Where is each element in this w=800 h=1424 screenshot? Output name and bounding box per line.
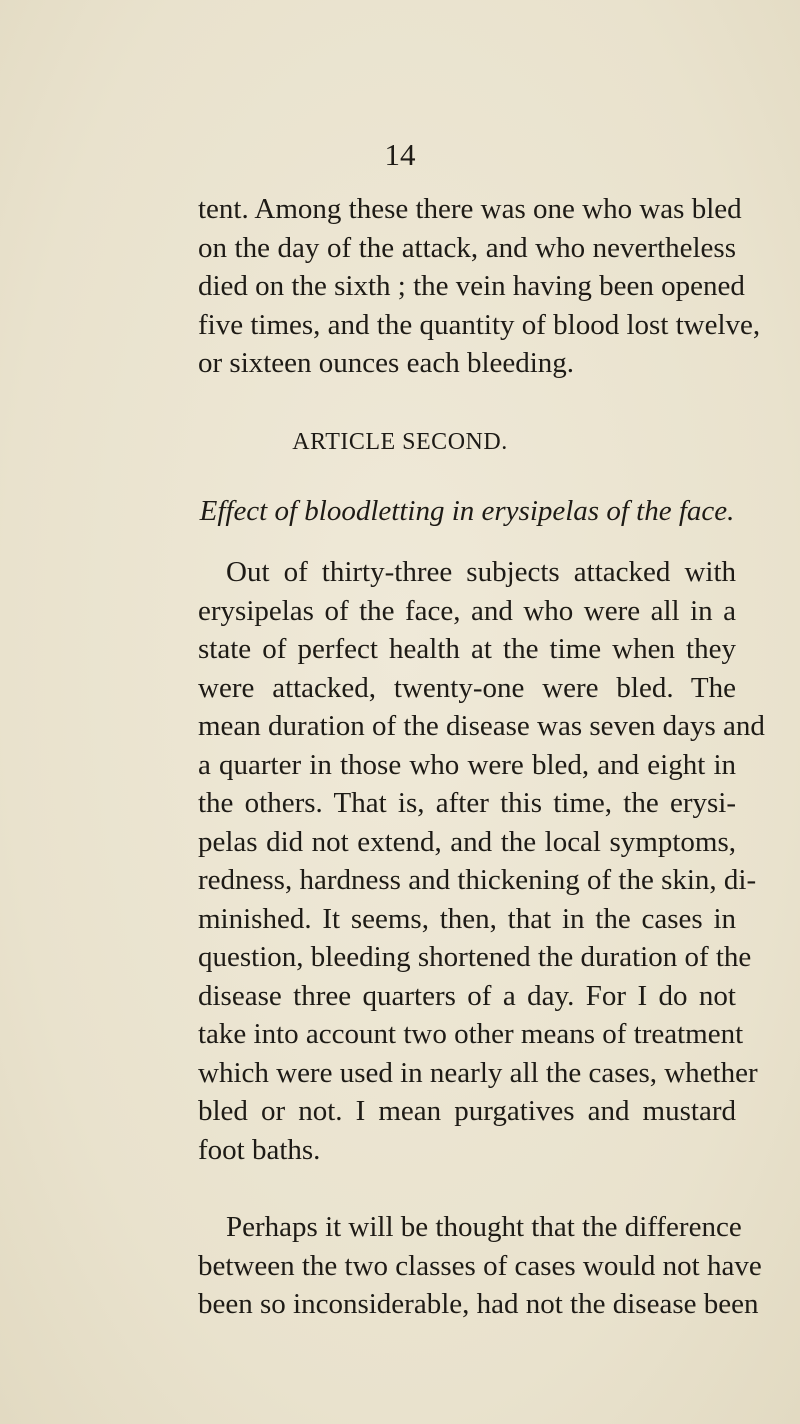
text-line: state of perfect health at the time when they <box>198 633 736 665</box>
text-line: or sixteen ounces each bleeding. <box>198 347 575 379</box>
text-line: the others. That is, after this time, the erysi- <box>198 787 736 819</box>
text-line: a quarter in those who were bled, and eight in <box>198 748 736 781</box>
text-line: foot baths. <box>198 1133 321 1166</box>
text-line: minished. It seems, then, that in the cases in <box>198 902 736 935</box>
text-line: erysipelas of the face, and who were all in a <box>198 594 736 627</box>
text-line: died on the sixth ; the vein having been opened <box>198 270 745 302</box>
continuation-paragraph <box>198 190 761 383</box>
text-line: bled or not. I mean purgatives and mustard <box>198 1095 736 1127</box>
text-line: tent. Among these there was one who was bled <box>198 193 742 225</box>
body-paragraph <box>198 1208 762 1324</box>
text-line: question, bleeding shortened the duration of the <box>198 941 752 973</box>
text-line: were attacked, twenty-one were bled. The <box>198 671 736 704</box>
text-line: Perhaps it will be thought that the difference <box>226 1211 742 1243</box>
text-line: redness, hardness and thickening of the skin, di- <box>198 864 757 896</box>
page-number: 14 <box>384 137 416 172</box>
text-line: five times, and the quantity of blood lost twelve, <box>198 308 761 341</box>
section-title: Effect of bloodletting in erysipelas of the face. <box>199 495 735 527</box>
text-line: on the day of the attack, and who nevertheless <box>198 231 736 264</box>
text-line: disease three quarters of a day. For I do not <box>198 979 736 1012</box>
article-heading: ARTICLE SECOND. <box>292 429 508 455</box>
text-line: been so inconsiderable, had not the disease been <box>198 1288 759 1320</box>
text-line: Out of thirty-three subjects attacked with <box>226 556 736 588</box>
text-line: pelas did not extend, and the local symptoms, <box>198 825 736 858</box>
text-line: between the two classes of cases would not have <box>198 1249 762 1282</box>
text-line: which were used in nearly all the cases, whether <box>198 1056 758 1089</box>
text-line: take into account two other means of treatment <box>198 1018 744 1050</box>
body-paragraph <box>198 553 765 1169</box>
text-line: mean duration of the disease was seven days and <box>198 710 765 742</box>
